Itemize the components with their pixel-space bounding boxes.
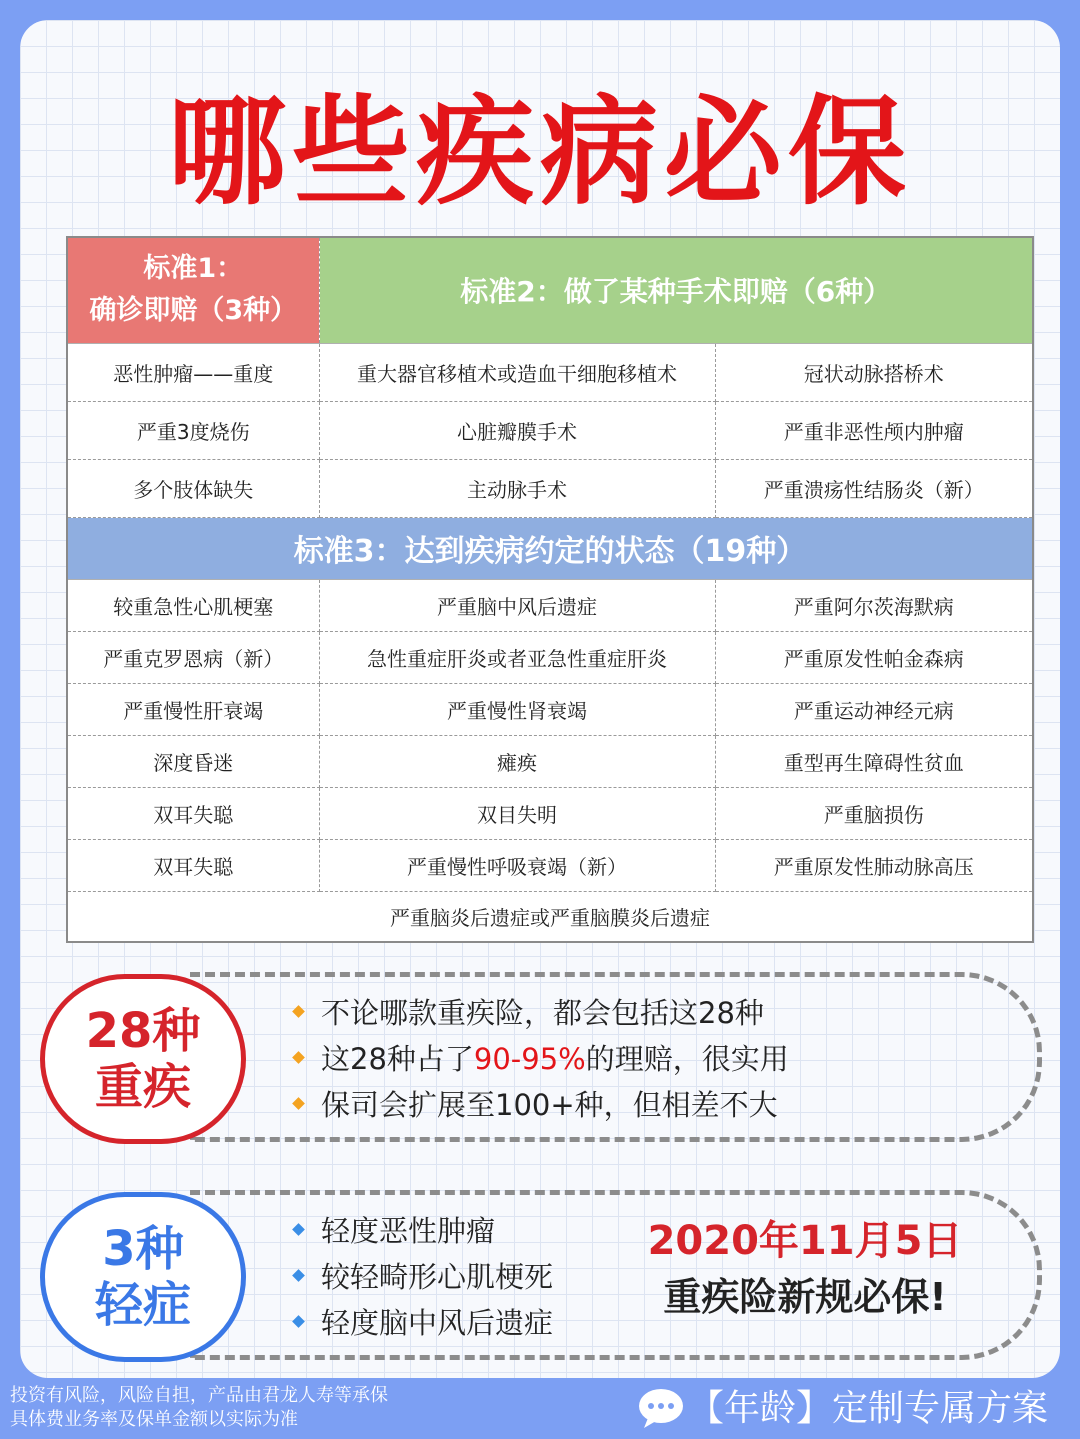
standard2-header: 标准2：做了某种手术即赔（6种） [319,237,1033,343]
highlight-percent: 90-95% [473,1041,586,1076]
standard3-header: 标准3：达到疾病约定的状态（19种） [67,517,1033,579]
table-cell: 双耳失聪 [67,787,319,839]
list-item [290,988,789,1034]
standard1-header [67,237,319,343]
table-row [67,459,1033,517]
table-row [67,787,1033,839]
table-cell: 重型再生障碍性贫血 [715,735,1033,787]
disclaimer [10,1384,388,1432]
table-cell: 多个肢体缺失 [67,459,319,517]
diamond-bullet-icon [292,1269,305,1282]
list-item [290,1034,789,1080]
table-cell: 严重原发性肺动脉高压 [715,839,1033,891]
table-cell: 严重克罗恩病（新） [67,631,319,683]
table-row [67,631,1033,683]
table-cell: 严重3度烧伤 [67,401,319,459]
table-cell: 双目失明 [319,787,715,839]
table-row [67,683,1033,735]
table-cell: 严重溃疡性结肠炎（新） [715,459,1033,517]
table-cell: 恶性肿瘤——重度 [67,343,319,401]
diamond-bullet-icon [292,1051,305,1064]
chat-bubble-icon[interactable] [636,1386,686,1430]
table-row [67,343,1033,401]
critical-illness-list [290,988,789,1126]
list-item [290,1252,553,1298]
list-item-text-pre: 这28种占了 [321,1041,474,1076]
table-cell: 较重急性心肌梗塞 [67,579,319,631]
disclaimer-line1: 投资有风险，风险自担，产品由君龙人寿等承保 [10,1385,388,1406]
table-cell: 严重运动神经元病 [715,683,1033,735]
table-row [67,579,1033,631]
disease-table [66,236,1034,943]
mild-illness-badge [40,1192,246,1362]
table-row [67,735,1033,787]
table-cell: 严重脑中风后遗症 [319,579,715,631]
list-item [290,1206,553,1252]
diamond-bullet-icon [292,1223,305,1236]
list-item-text: 轻度脑中风后遗症 [321,1305,554,1340]
table-row [67,891,1033,942]
list-item [290,1298,553,1344]
badge-label: 轻症 [94,1277,191,1333]
table-row [67,839,1033,891]
critical-illness-badge [40,974,246,1144]
table-cell: 深度昏迷 [67,735,319,787]
list-item-text: 较轻畸形心肌梗死 [321,1259,554,1294]
standard1-header-line1: 标准1： [143,253,244,285]
content-card [20,20,1060,1378]
list-item-text: 不论哪款重疾险，都会包括这28种 [321,995,764,1030]
list-item-text-post: 的理赔，很实用 [585,1041,789,1076]
table-cell: 严重阿尔茨海默病 [715,579,1033,631]
badge-count: 3种 [102,1221,184,1277]
table-cell: 冠状动脉搭桥术 [715,343,1033,401]
list-item-text: 保司会扩展至100+种，但相差不大 [321,1087,778,1122]
table-cell: 重大器官移植术或造血干细胞移植术 [319,343,715,401]
diamond-bullet-icon [292,1097,305,1110]
table-cell: 严重非恶性颅内肿瘤 [715,401,1033,459]
table-cell: 心脏瓣膜手术 [319,401,715,459]
table-cell: 严重慢性肾衰竭 [319,683,715,735]
badge-label: 重疾 [94,1059,191,1115]
table-cell: 瘫痪 [319,735,715,787]
list-item-text [321,1037,789,1078]
table-cell: 严重脑炎后遗症或严重脑膜炎后遗症 [67,891,1033,942]
badge-count: 28种 [85,1003,201,1059]
page-title: 哪些疾病必保 [167,83,912,221]
mild-illness-list [290,1206,553,1344]
new-rule-text: 重疾险新规必保! [663,1275,947,1319]
table-cell: 严重原发性帕金森病 [715,631,1033,683]
table-cell: 主动脉手术 [319,459,715,517]
list-item [290,1080,789,1126]
list-item-text: 轻度恶性肿瘤 [321,1213,496,1248]
table-cell: 严重慢性呼吸衰竭（新） [319,839,715,891]
disclaimer-line2: 具体费业务率及保单金额以实际为准 [10,1409,298,1430]
new-rule-date: 2020年11月5日 [647,1218,963,1264]
standard1-header-line2: 确诊即赔（3种） [89,295,298,327]
custom-plan-cta[interactable]: 【年龄】定制专属方案 [688,1388,1049,1429]
diamond-bullet-icon [292,1315,305,1328]
table-row [67,401,1033,459]
table-cell: 严重慢性肝衰竭 [67,683,319,735]
table-cell: 急性重症肝炎或者亚急性重症肝炎 [319,631,715,683]
table-cell: 双耳失聪 [67,839,319,891]
table-cell: 严重脑损伤 [715,787,1033,839]
diamond-bullet-icon [292,1005,305,1018]
